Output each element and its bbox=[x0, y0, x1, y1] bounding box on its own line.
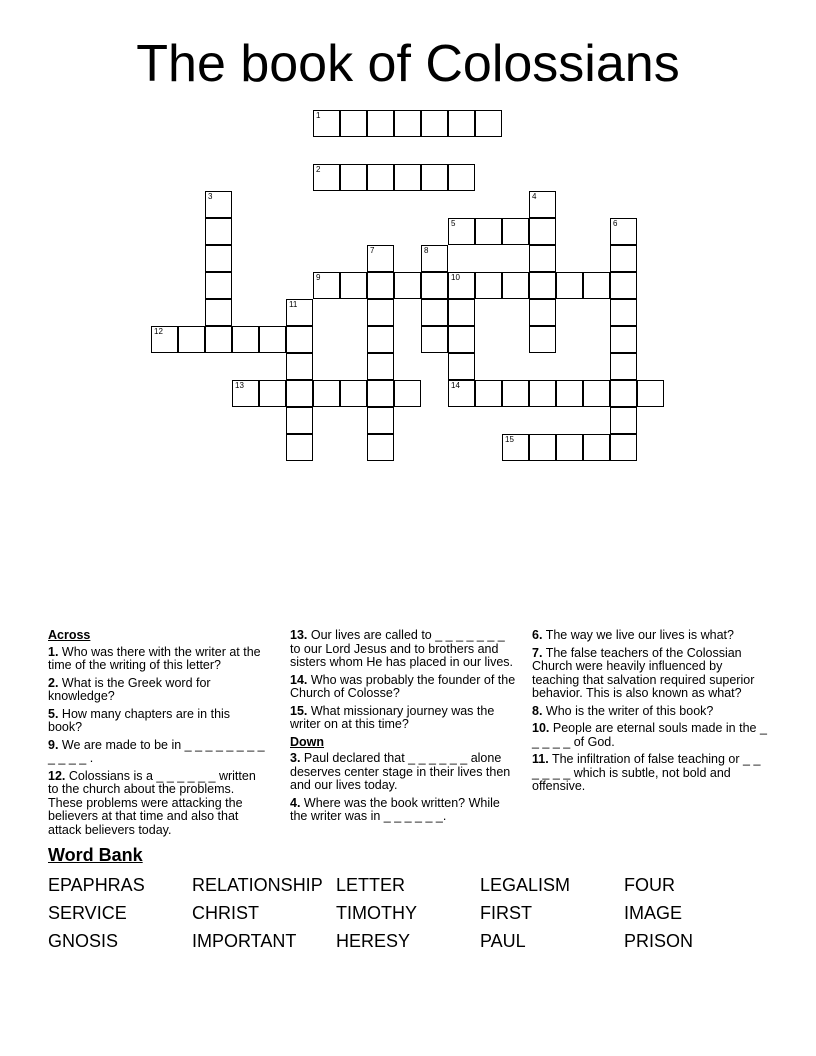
grid-cell[interactable] bbox=[529, 272, 556, 299]
clue-number: 12 bbox=[154, 327, 163, 336]
grid-cell[interactable] bbox=[610, 326, 637, 353]
grid-cell[interactable] bbox=[502, 380, 529, 407]
grid-cell[interactable] bbox=[421, 299, 448, 326]
grid-cell[interactable] bbox=[340, 380, 367, 407]
clues-column-1 bbox=[48, 629, 266, 841]
grid-cell[interactable] bbox=[259, 380, 286, 407]
grid-cell[interactable] bbox=[475, 110, 502, 137]
puzzle-title: The book of Colossians bbox=[136, 35, 680, 93]
clue-across-14: 14. Who was probably the founder of the Church of Colosse? bbox=[290, 672, 516, 700]
grid-cell[interactable] bbox=[502, 272, 529, 299]
grid-cell[interactable] bbox=[529, 191, 556, 218]
clue-number: 14 bbox=[451, 381, 460, 390]
grid-cell[interactable] bbox=[529, 434, 556, 461]
grid-cell[interactable] bbox=[502, 434, 529, 461]
down-heading: Down bbox=[290, 734, 325, 749]
grid-cell[interactable] bbox=[178, 326, 205, 353]
grid-cell[interactable] bbox=[529, 380, 556, 407]
grid-cell[interactable] bbox=[313, 380, 340, 407]
grid-cell[interactable] bbox=[448, 353, 475, 380]
clue-number: 6 bbox=[613, 219, 618, 228]
grid-cell[interactable] bbox=[583, 434, 610, 461]
grid-cell[interactable] bbox=[448, 218, 475, 245]
clue-down-10: 10. People are eternal souls made in the _ _ _ _ _ of God. bbox=[532, 721, 767, 749]
grid-cell[interactable] bbox=[448, 326, 475, 353]
grid-cell[interactable] bbox=[205, 299, 232, 326]
grid-cell[interactable] bbox=[394, 380, 421, 407]
grid-cell[interactable] bbox=[556, 434, 583, 461]
grid-cell[interactable] bbox=[232, 326, 259, 353]
word-bank-title: Word Bank bbox=[48, 845, 143, 865]
word-bank-word: GNOSIS bbox=[48, 931, 119, 951]
grid-cell[interactable] bbox=[367, 434, 394, 461]
grid-cell[interactable] bbox=[421, 245, 448, 272]
word-bank-word: HERESY bbox=[336, 931, 411, 951]
grid-cell[interactable] bbox=[448, 299, 475, 326]
grid-cell[interactable] bbox=[448, 164, 475, 191]
clue-across-15: 15. What missionary journey was the writer on at this time? bbox=[290, 703, 495, 731]
grid-cell[interactable] bbox=[421, 164, 448, 191]
grid-cell[interactable] bbox=[205, 326, 232, 353]
grid-cell[interactable] bbox=[340, 110, 367, 137]
grid-cell[interactable] bbox=[610, 434, 637, 461]
grid-cell[interactable] bbox=[367, 299, 394, 326]
clue-number: 10 bbox=[451, 273, 460, 282]
word-bank-word: IMAGE bbox=[624, 903, 683, 923]
grid-cell[interactable] bbox=[583, 380, 610, 407]
grid-cell[interactable] bbox=[367, 380, 394, 407]
grid-cell[interactable] bbox=[529, 299, 556, 326]
clue-number: 13 bbox=[235, 381, 244, 390]
grid-cell[interactable] bbox=[529, 245, 556, 272]
across-heading: Across bbox=[48, 628, 91, 642]
grid-cell[interactable] bbox=[340, 272, 367, 299]
grid-cell[interactable] bbox=[286, 380, 313, 407]
clue-number: 15 bbox=[505, 435, 514, 444]
grid-cell[interactable] bbox=[367, 272, 394, 299]
clue-across-5: 5. How many chapters are in this book? bbox=[48, 706, 231, 734]
word-bank-word: LETTER bbox=[336, 875, 406, 895]
grid-cell[interactable] bbox=[367, 353, 394, 380]
grid-cell[interactable] bbox=[421, 326, 448, 353]
clue-number: 5 bbox=[451, 219, 456, 228]
grid-cell[interactable] bbox=[610, 380, 637, 407]
crossword-grid bbox=[0, 0, 816, 480]
grid-cell[interactable] bbox=[232, 380, 259, 407]
grid-cell[interactable] bbox=[610, 245, 637, 272]
grid-cell[interactable] bbox=[583, 272, 610, 299]
clue-across-9: 9. We are made to be in _ _ _ _ _ _ _ _ _ _ _ _ . bbox=[48, 737, 265, 765]
clue-number: 1 bbox=[316, 111, 321, 120]
clue-down-4: 4. Where was the book written? While the writer was in _ _ _ _ _ _. bbox=[290, 795, 500, 823]
grid-cell[interactable] bbox=[205, 218, 232, 245]
grid-cell[interactable] bbox=[151, 326, 178, 353]
grid-cell[interactable] bbox=[367, 326, 394, 353]
word-bank-word: LEGALISM bbox=[480, 875, 571, 895]
grid-cell[interactable] bbox=[286, 434, 313, 461]
grid-cell[interactable] bbox=[286, 299, 313, 326]
grid-cell[interactable] bbox=[529, 326, 556, 353]
grid-cell[interactable] bbox=[313, 110, 340, 137]
clue-down-7: 7. The false teachers of the Colossian Church were heavily influenced by teaching that salvation required superior behavior. This is also known as what? bbox=[532, 645, 755, 700]
word-bank-word: FIRST bbox=[480, 903, 532, 923]
grid-cell[interactable] bbox=[637, 380, 664, 407]
grid-cell[interactable] bbox=[205, 191, 232, 218]
grid-cell[interactable] bbox=[367, 245, 394, 272]
clue-number: 7 bbox=[370, 246, 375, 255]
clue-number: 11 bbox=[289, 300, 298, 309]
clue-down-6: 6. The way we live our lives is what? bbox=[532, 628, 734, 642]
grid-cell[interactable] bbox=[259, 326, 286, 353]
clue-number: 2 bbox=[316, 165, 321, 174]
clues-column-3 bbox=[532, 629, 768, 798]
grid-cell[interactable] bbox=[313, 272, 340, 299]
clue-number: 4 bbox=[532, 192, 537, 201]
clue-number: 9 bbox=[316, 273, 321, 282]
clue-number: 8 bbox=[424, 246, 429, 255]
grid-cell[interactable] bbox=[448, 110, 475, 137]
grid-cell[interactable] bbox=[610, 407, 637, 434]
word-bank-word: CHRIST bbox=[192, 903, 259, 923]
grid-cell[interactable] bbox=[394, 164, 421, 191]
word-bank-word: IMPORTANT bbox=[192, 931, 297, 951]
grid-cell[interactable] bbox=[205, 272, 232, 299]
word-bank-word: EPAPHRAS bbox=[48, 875, 145, 895]
grid-cell[interactable] bbox=[313, 164, 340, 191]
word-bank-word: PAUL bbox=[480, 931, 526, 951]
grid-cell[interactable] bbox=[610, 299, 637, 326]
word-bank-word: FOUR bbox=[624, 875, 675, 895]
grid-cell[interactable] bbox=[556, 272, 583, 299]
clue-across-12: 12. Colossians is a _ _ _ _ _ _ written to the church about the problems. These problems were attacking the believers at that time and also that attack believers today. bbox=[48, 768, 256, 837]
grid-cell[interactable] bbox=[475, 218, 502, 245]
grid-cell[interactable] bbox=[286, 326, 313, 353]
word-bank-word: RELATIONSHIP bbox=[192, 875, 323, 895]
grid-cell[interactable] bbox=[502, 218, 529, 245]
clue-down-3: 3. Paul declared that _ _ _ _ _ _ alone deserves center stage in their lives then and our lives today. bbox=[290, 751, 511, 792]
grid-cell[interactable] bbox=[556, 380, 583, 407]
grid-cell[interactable] bbox=[448, 272, 475, 299]
grid-cell[interactable] bbox=[367, 164, 394, 191]
clue-number: 3 bbox=[208, 192, 213, 201]
grid-cell[interactable] bbox=[394, 272, 421, 299]
grid-cell[interactable] bbox=[205, 245, 232, 272]
grid-cell[interactable] bbox=[367, 110, 394, 137]
grid-cell[interactable] bbox=[448, 380, 475, 407]
clue-across-13: 13. Our lives are called to _ _ _ _ _ _ _ to our Lord Jesus and to brothers and sisters whom He has placed in our lives. bbox=[290, 628, 514, 669]
word-bank-word: SERVICE bbox=[48, 903, 127, 923]
clue-down-11: 11. The infiltration of false teaching or _ _ _ _ _ _ which is subtle, not bold and offensive. bbox=[532, 752, 761, 793]
grid-cell[interactable] bbox=[367, 407, 394, 434]
clue-across-2: 2. What is the Greek word for knowledge? bbox=[48, 675, 211, 703]
grid-cell[interactable] bbox=[286, 407, 313, 434]
grid-cell[interactable] bbox=[421, 272, 448, 299]
grid-cell[interactable] bbox=[529, 218, 556, 245]
grid-cell[interactable] bbox=[394, 110, 421, 137]
grid-cell[interactable] bbox=[340, 164, 367, 191]
clues-column-2 bbox=[290, 629, 518, 828]
clue-down-8: 8. Who is the writer of this book? bbox=[532, 703, 714, 718]
grid-cell[interactable] bbox=[286, 353, 313, 380]
grid-cell[interactable] bbox=[475, 272, 502, 299]
grid-cell[interactable] bbox=[421, 110, 448, 137]
word-bank-word: TIMOTHY bbox=[336, 903, 417, 923]
grid-cell[interactable] bbox=[610, 272, 637, 299]
grid-cell[interactable] bbox=[475, 380, 502, 407]
word-bank-word: PRISON bbox=[624, 931, 694, 951]
clue-across-1: 1. Who was there with the writer at the time of the writing of this letter? bbox=[48, 644, 261, 672]
grid-cell[interactable] bbox=[610, 353, 637, 380]
grid-cell[interactable] bbox=[610, 218, 637, 245]
